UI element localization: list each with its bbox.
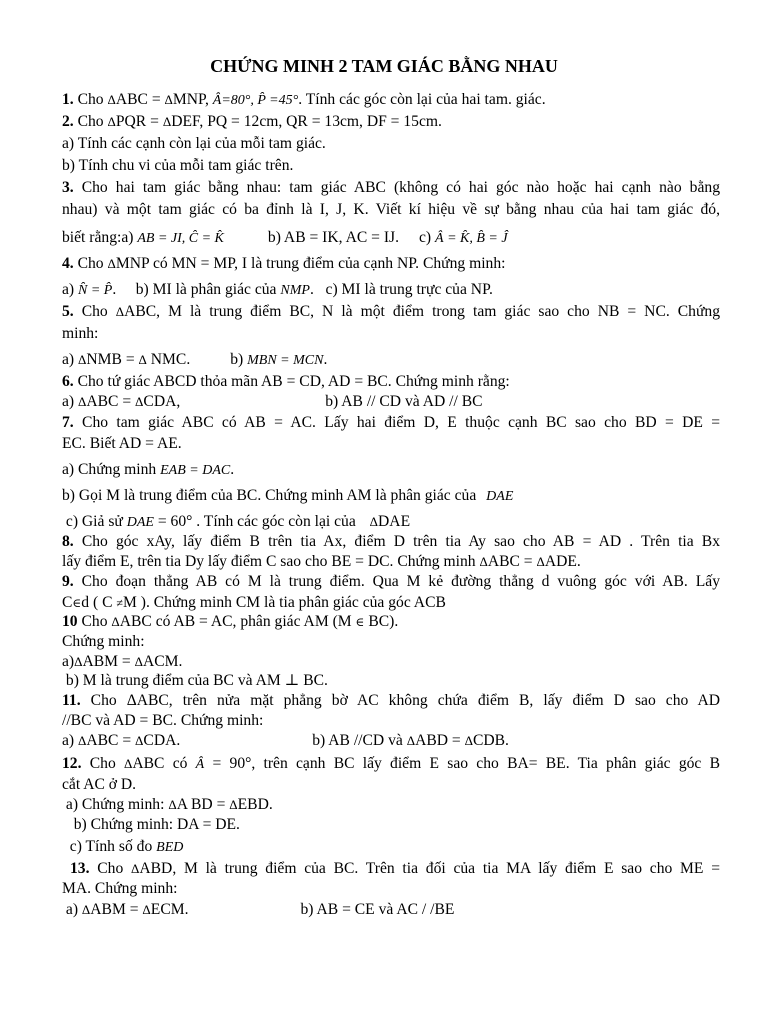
problem-8-line [62,532,720,551]
text: a) [62,653,75,670]
formula: EAB = DAC [160,463,231,478]
triangle-symbol: Δ [124,756,133,771]
problem-number: 13. [70,860,90,877]
problem-6-line [62,372,720,391]
problem-13-line [62,859,720,878]
text: ABM = [82,653,135,670]
problem-number: 12. [62,755,82,772]
problem-7c [62,512,720,532]
triangle-symbol: Δ [111,614,120,629]
text: Cho đoạn thẳng AB có M là trung điểm. Qua M kẻ đường thẳng d vuông góc với AB. Lấy [73,573,720,590]
triangle-symbol: Δ [536,554,545,569]
problem-8-line-2 [62,552,720,571]
problem-13-line-2: MA. Chứng minh: [62,880,178,897]
triangle-symbol: Δ [78,352,87,367]
problem-1-line [62,90,720,110]
text: Cho [73,113,108,130]
text: ABC, M là trung điểm BC, N là một điểm trong tam giác sao cho NB = NC. Chứng [124,303,720,320]
formula: DAE [126,515,154,530]
text: CDA, [143,393,181,410]
text: Cho [73,255,108,272]
problem-number: 11. [62,692,81,709]
text: = 60° . Tính các góc còn lại của [153,513,360,530]
problem-9-line-2 [62,593,720,613]
problem-4-options [62,280,720,300]
problem-6-options [62,392,720,411]
problem-5-line [62,302,720,321]
triangle-symbol: Δ [131,861,140,876]
text: PQR = [115,113,163,130]
text: CDA. [143,732,181,749]
problem-3-line-2: nhau) và một tam giác có ba đỉnh là I, J, K. Viết kí hiệu về sự bằng nhau của hai tam giác đó, [62,201,720,218]
formula: DAE [486,489,514,504]
problem-number: 6. [62,373,74,390]
problem-number: 4. [62,255,74,272]
formula: BED [156,840,184,855]
text: M ). Chứng minh CM là tia phân giác của góc ACB [122,594,446,611]
text: . c) MI là trung trực của NP. [309,281,493,298]
formula: Â [195,757,205,772]
triangle-symbol: Δ [142,902,151,917]
triangle-symbol: Δ [135,394,144,409]
problem-10a [62,652,720,671]
element-of-symbol: ∈ [355,615,365,629]
text: ACM. [143,653,183,670]
problem-11-options [62,731,720,750]
text: . [323,351,328,368]
triangle-symbol: Δ [135,733,144,748]
text: ABC = [86,732,136,749]
text: Cho tam giác ABC có AB = AC. Lấy hai điểm D, E thuộc cạnh BC sao cho BD = DE = [73,414,720,431]
text: a) Chứng minh [62,461,161,478]
text: c) Giả sử [62,513,127,530]
triangle-symbol: Δ [406,733,416,748]
triangle-symbol: Δ [479,554,488,569]
text: ABC = [115,91,165,108]
problem-4-line [62,254,720,273]
problem-11-line-2: //BC và AD = BC. Chứng minh: [62,712,264,729]
text: C [62,594,73,611]
text: Cho [73,303,116,320]
problem-number: 5. [62,303,74,320]
text: . [230,461,235,478]
triangle-symbol: Δ [229,797,238,812]
problem-10b [62,671,720,690]
formula: N̂ = P̂ [78,283,113,298]
text: ABC có [132,755,196,772]
problem-13-options [62,900,720,919]
problem-number: 7. [62,414,74,431]
text: . b) MI là phân giác của [112,281,281,298]
triangle-symbol: Δ [164,92,173,107]
triangle-symbol: Δ [134,654,143,669]
text: ABC = [487,553,537,570]
problem-11-line [62,691,720,710]
text: ABC = [86,393,136,410]
problem-10-line [62,612,720,632]
text: Cho góc xAy, lấy điểm B trên tia Ax, điểm D trên tia Ay sao cho AB = AD . Trên tia Bx [73,533,720,550]
problem-5-line-2: minh: [62,325,99,342]
triangle-symbol: Δ [138,352,147,367]
text: NMC. [146,351,191,368]
text: ABM = [90,901,143,918]
triangle-symbol: Δ [78,733,87,748]
element-of-symbol: ∈ [72,596,82,610]
text: a) Chứng minh: [62,796,169,813]
triangle-symbol: Δ [74,654,83,669]
text: Cho [77,613,112,630]
triangle-symbol: Δ [168,797,177,812]
not-equal-symbol: ≠ [116,596,123,610]
problem-2-line [62,112,720,131]
problem-12-line [62,754,720,774]
text: ADE. [544,553,581,570]
text: a) [62,393,79,410]
text: DEF, PQ = 12cm, QR = 13cm, DF = 15cm. [171,113,442,130]
problem-10-line-2: Chứng minh: [62,633,145,650]
text: MNP, [172,91,213,108]
problem-number: 8. [62,533,74,550]
text: EBD. [237,796,273,813]
text: b) M là trung điểm của BC và AM [62,672,285,689]
problem-7-line [62,413,720,432]
text: b) Gọi M là trung điểm của BC. Chứng minh AM là phân giác của [62,487,481,504]
problem-number: 3. [62,179,74,196]
text: a) [62,732,79,749]
text: MNP có MN = MP, I là trung điểm của cạnh NP. Chứng minh: [115,255,506,272]
text: CDB. [472,732,509,749]
text: d ( C [81,594,117,611]
formula: Â = K̂, B̂ = Ĵ [435,231,508,246]
problem-number: 9. [62,573,74,590]
text: biết rằng:a) [62,229,138,246]
text: ABD, M là trung điểm của BC. Trên tia đối của tia MA lấy điểm E sao cho ME = [139,860,720,877]
page-title: CHỨNG MINH 2 TAM GIÁC BẰNG NHAU [210,56,558,76]
problem-3-line [62,178,720,197]
formula: MBN = MCN [247,353,324,368]
problem-9-line [62,572,720,591]
text: BC. [299,672,328,689]
text: ABD = [415,732,465,749]
text: b) AB = CE và AC / /BE [300,901,455,918]
text: A BD = [176,796,230,813]
text: ECM. [150,901,189,918]
triangle-symbol: Δ [162,114,172,129]
triangle-symbol: Δ [369,514,379,529]
triangle-symbol: Δ [115,304,125,319]
text: Cho hai tam giác bằng nhau: tam giác ABC (không có hai góc nào hoặc hai cạnh nào bằng [73,179,720,196]
triangle-symbol: Δ [107,256,116,271]
formula: AB = JI, Ĉ = K̂ [137,231,224,246]
problem-2b: b) Tính chu vi của mỗi tam giác trên. [62,157,294,174]
triangle-symbol: Δ [78,394,87,409]
text: a) [62,351,79,368]
text: ABC có AB = AC, phân giác AM (M [119,613,356,630]
text: . Tính các góc còn lại của hai tam. giác. [298,91,546,108]
problem-12a [62,795,720,814]
text: c) Tính số đo [62,838,157,855]
problem-7b [62,486,720,506]
problem-5-options [62,350,720,370]
problem-12-line-2: cắt AC ở D. [62,776,137,793]
perpendicular-symbol: ⊥ [284,672,300,689]
angle-formula: Â=80°, P̂ =45° [212,93,299,108]
text: BC). [364,613,399,630]
text: = 90°, trên cạnh BC lấy điểm E sao cho BA= BE. Tia phân giác góc B [204,755,721,772]
formula: NMP [280,283,310,298]
problem-12b: b) Chứng minh: DA = DE. [62,816,240,833]
text: a) [62,281,79,298]
text: lấy điểm E, trên tia Dy lấy điểm C sao cho BE = DC. Chứng minh [62,553,480,570]
text: b) [230,351,248,368]
text: Cho [81,755,124,772]
problem-number: 1. [62,91,74,108]
triangle-symbol: Δ [107,92,116,107]
text: b) AB // CD và AD // BC [325,393,483,410]
problem-3-options [62,228,720,248]
text: b) AB = IK, AC = IJ. [267,229,399,246]
text: a) [62,901,82,918]
triangle-symbol: Δ [81,902,91,917]
text: b) AB //CD và [312,732,407,749]
problem-2a: a) Tính các cạnh còn lại của mỗi tam giác. [62,135,326,152]
text: Cho [89,860,132,877]
problem-7-line-2: EC. Biết AD = AE. [62,435,182,452]
problem-7a [62,460,720,480]
text: Cho ΔABC, trên nửa mặt phẳng bờ AC không chứa điểm B, lấy điểm D sao cho AD [80,692,720,709]
problem-number: 10 [62,613,78,630]
text: Cho [73,91,108,108]
triangle-symbol: Δ [107,114,116,129]
problem-number: 2. [62,113,74,130]
text: Cho tứ giác ABCD thỏa mãn AB = CD, AD = BC. Chứng minh rằng: [73,373,510,390]
text: NMB = [86,351,139,368]
triangle-symbol: Δ [464,733,473,748]
problem-12c [62,837,720,857]
text: c) [419,229,436,246]
text: DAE [378,513,411,530]
